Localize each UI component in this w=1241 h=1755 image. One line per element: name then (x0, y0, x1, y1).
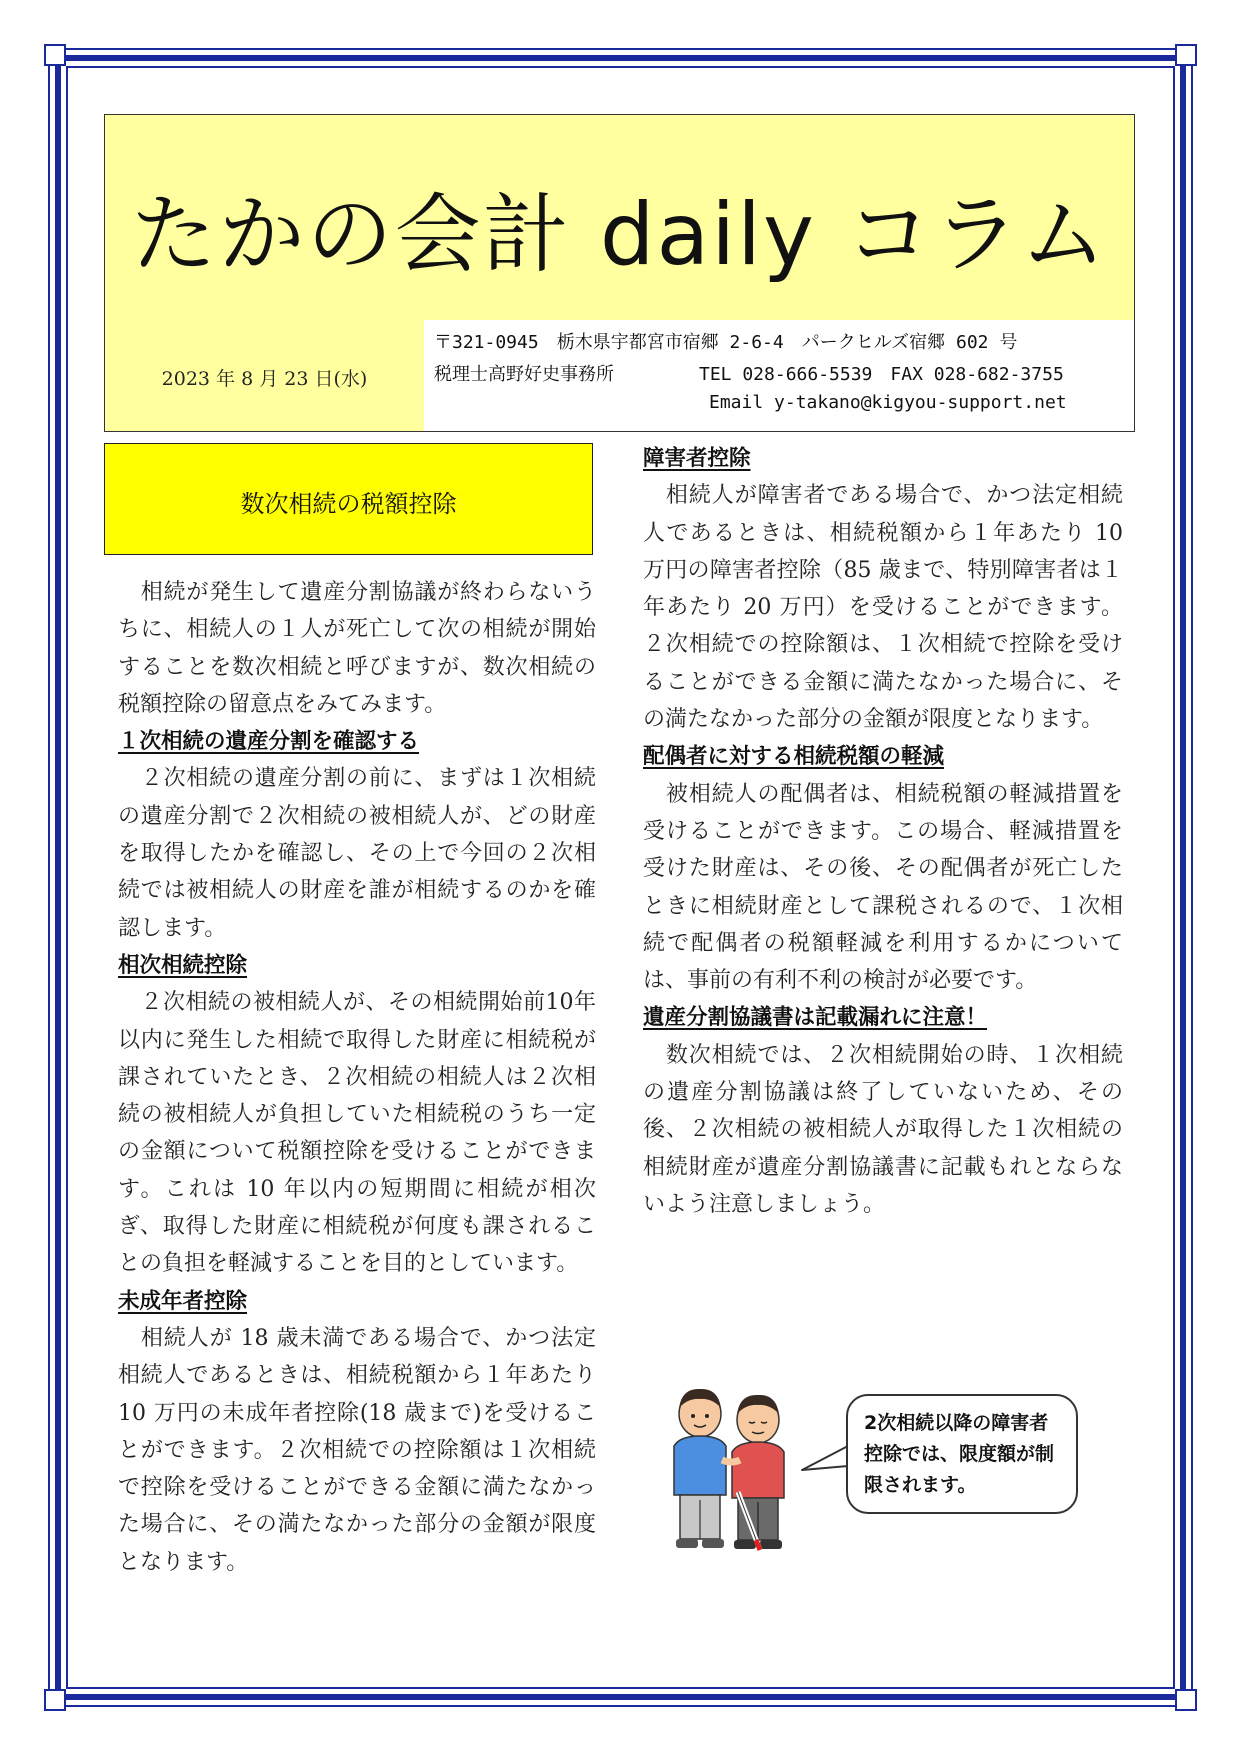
border-corner-ornament (1175, 44, 1197, 66)
office-name: 税理士高野好史事務所 (434, 364, 614, 385)
border-corner-ornament (44, 1689, 66, 1711)
intro-paragraph: 相続が発生して遺産分割協議が終わらないうちに、相続人の１人が死亡して次の相続が開始することを数次相続と呼びますが、数次相続の税額控除の留意点をみてみます。 (118, 580, 596, 717)
article-title-box (104, 443, 593, 555)
date-cell (105, 320, 425, 431)
office-address: 〒321-0945 栃木県宇都宮市宿郷 2-6-4 パークヒルズ宿郷 602 号 (434, 332, 1018, 353)
office-phone-fax: TEL 028-666-5539 FAX 028-682-3755 (699, 364, 1064, 385)
section-body-division-agreement: 数次相続では、２次相続開始の時、１次相続の遺産分割協議は終了していないため、その後、２次相続の被相続人が取得した１次相続の相続財産が遺産分割協議書に記載もれとならないよう注意しましょう。 (643, 1042, 1123, 1217)
article-title: 数次相続の税額控除 (240, 490, 457, 518)
contact-info (424, 320, 1134, 431)
section-heading-minor-deduction: 未成年者控除 (118, 1288, 248, 1314)
section-body-spouse-reduction: 被相続人の配偶者は、相続税額の軽減措置を受けることができます。この場合、軽減措置を受けた財産は、その後、その配偶者が死亡したときに相続財産として課税されるので、１次相続で配偶者の税額軽減を利用するかについては、事前の有利不利の検討が必要です。 (643, 781, 1123, 994)
speech-bubble (846, 1394, 1078, 1514)
section-heading-successive-inheritance: 相次相続控除 (118, 952, 248, 978)
title-area (105, 115, 1134, 321)
border-corner-ornament (1175, 1689, 1197, 1711)
border-corner-ornament (44, 44, 66, 66)
newsletter-header (104, 114, 1135, 432)
section-heading-first-inheritance: １次相続の遺産分割を確認する (118, 729, 420, 755)
two-people-illustration-icon (660, 1380, 810, 1555)
section-heading-division-agreement: 遺産分割協議書は記載漏れに注意！ (643, 1005, 988, 1031)
section-body-first-inheritance: ２次相続の遺産分割の前に、まずは１次相続の遺産分割で２次相続の被相続人が、どの財産を取得したかを確認し、その上で今回の２次相続では被相続人の財産を誰が相続するのかを確認します。 (118, 766, 596, 941)
right-column (643, 440, 1123, 1223)
section-body-disability-deduction: 相続人が障害者である場合で、かつ法定相続人であるときは、相続税額から１年あたり 10 万円の障害者控除（85 歳まで、特別障害者は１年あたり 20 万円）を受けることができます。２次相続での控除額は、１次相続で控除を受けることができる金額に満たなかった場合に、その満たなかった部分の金額が限度となります。 (643, 483, 1123, 733)
issue-date: 2023 年 8 月 23 日(水) (161, 368, 368, 390)
left-column (118, 574, 596, 1581)
speech-bubble-text: 2次相続以降の障害者控除では、限度額が制限されます。 (864, 1412, 1055, 1496)
section-heading-disability-deduction: 障害者控除 (643, 446, 751, 471)
section-heading-spouse-reduction: 配偶者に対する相続税額の軽減 (643, 744, 945, 770)
section-body-successive-inheritance: ２次相続の被相続人が、その相続開始前10年以内に発生した相続で取得した財産に相続税が課されていたとき、２次相続の相続人は２次相続の被相続人が負担していた相続税のうち一定の金額について税額控除を受けることができます。これは 10 年以内の短期間に相続が相次ぎ、取得した財産に相続税が何度も課されることの負担を軽減することを目的としています。 (118, 990, 596, 1277)
section-body-minor-deduction: 相続人が 18 歳未満である場合で、かつ法定相続人であるときは、相続税額から１年あたり 10 万円の未成年者控除(18 歳まで)を受けることができます。２次相続での控除額は１次相続で控除を受けることができる金額に満たなかった場合に、その満たなかった部分の金額が限度となります。 (118, 1325, 596, 1575)
office-email: Email y-takano@kigyou-support.net (709, 392, 1067, 413)
speech-bubble-tail (800, 1440, 850, 1480)
newsletter-title: たかの会計 daily コラム (130, 185, 1109, 285)
